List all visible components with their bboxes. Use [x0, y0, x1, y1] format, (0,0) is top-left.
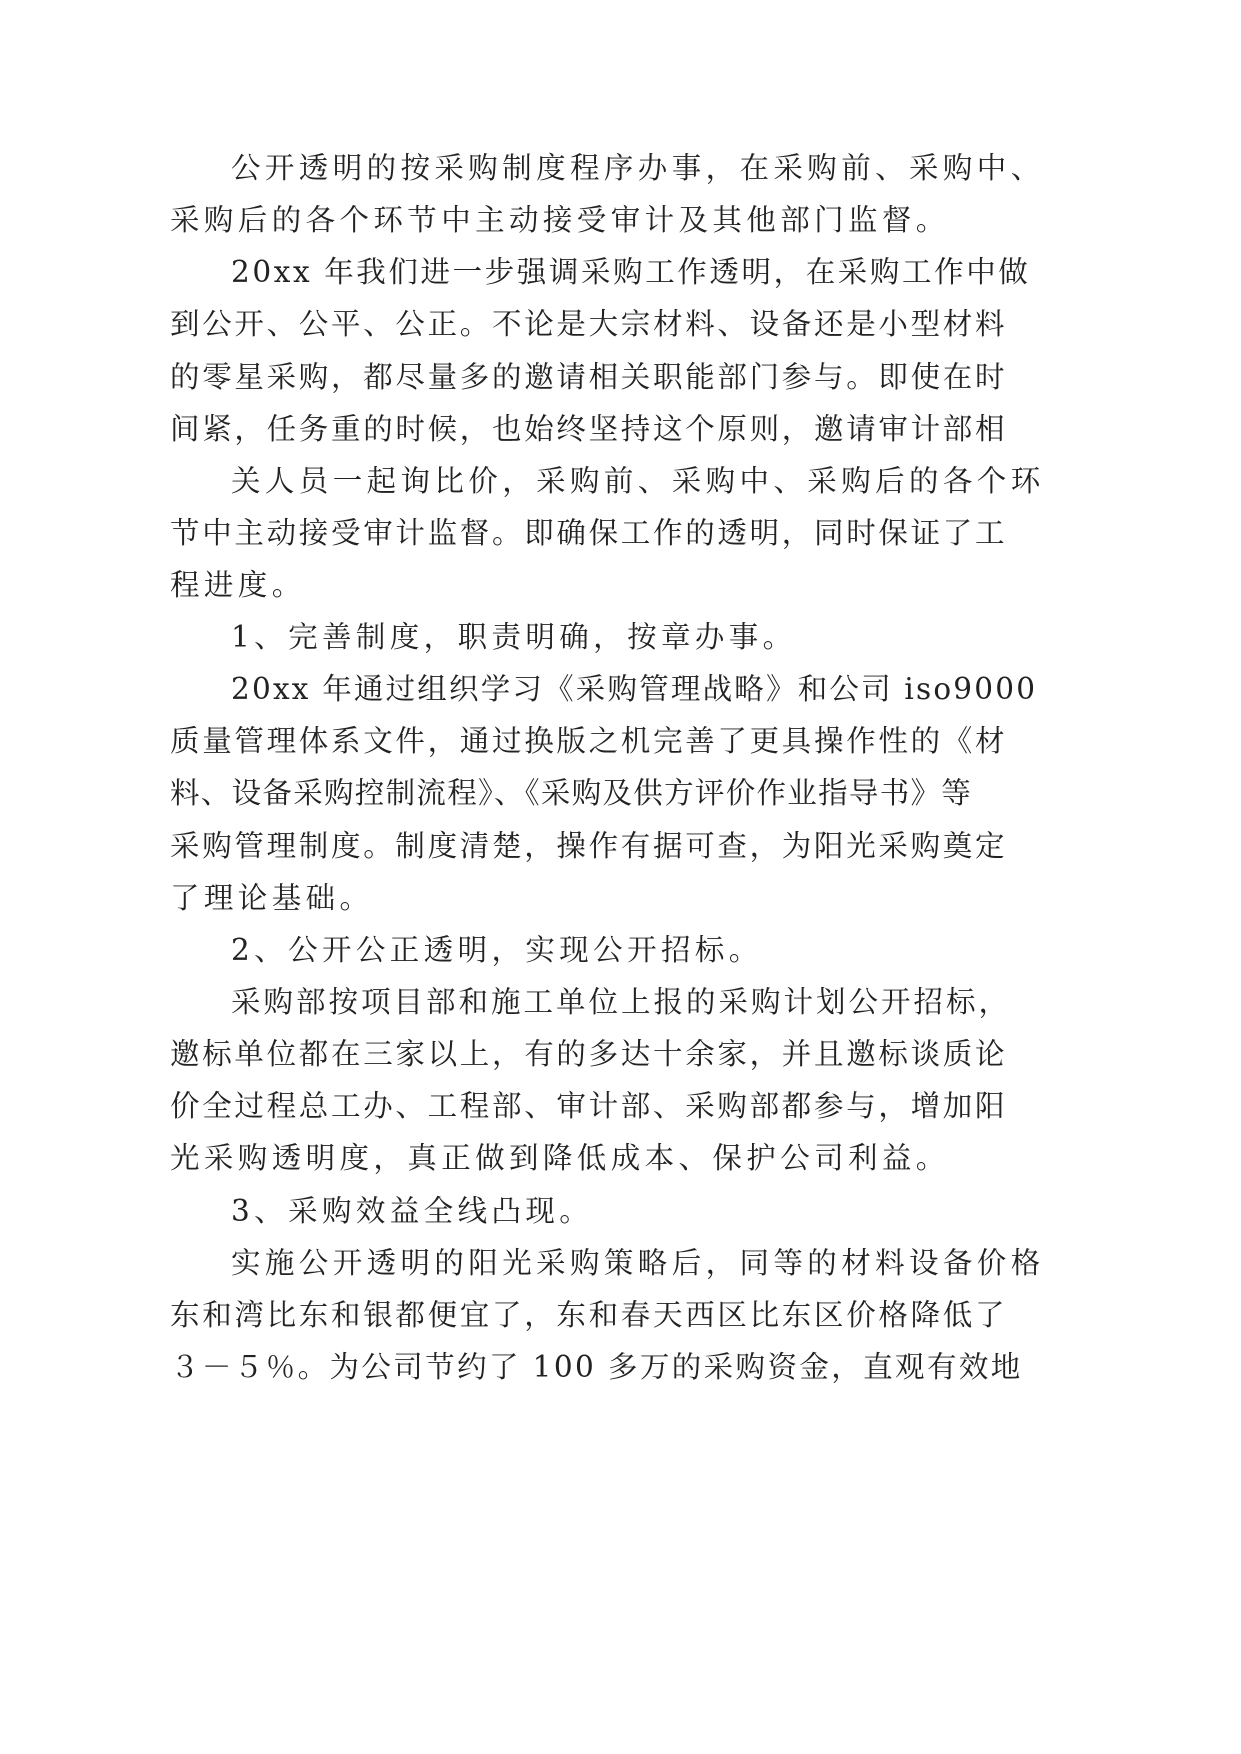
text-line: 3、采购效益全线凸现。 [231, 1194, 594, 1228]
text-line: 2、公开公正透明，实现公开招标。 [231, 933, 763, 967]
text-line: 价全过程总工办、工程部、审计部、采购部都参与，增加阳 [170, 1089, 1008, 1123]
text-line: 20xx 年我们进一步强调采购工作透明，在采购工作中做 [231, 255, 1031, 289]
text-line: 采购部按项目部和施工单位上报的采购计划公开招标， [231, 985, 1012, 1019]
text-line: 节中主动接受审计监督。即确保工作的透明，同时保证了工 [170, 516, 1008, 550]
text-line: 关人员一起询比价，采购前、采购中、采购后的各个环 [231, 464, 1045, 498]
text-line: 质量管理体系文件，通过换版之机完善了更具操作性的《材 [170, 724, 1008, 758]
text-line: 1、完善制度，职责明确，按章办事。 [231, 620, 797, 654]
text-line: 20xx 年通过组织学习《采购管理战略》和公司 iso9000 [231, 672, 1038, 706]
text-line: ３－５％。为公司节约了 100 多万的采购资金，直观有效地 [170, 1350, 1023, 1384]
text-line: 了理论基础。 [170, 881, 374, 915]
text-line: 邀标单位都在三家以上，有的多达十余家，并且邀标谈质论 [170, 1037, 1008, 1071]
text-line: 间紧，任务重的时候，也始终坚持这个原则，邀请审计部相 [170, 412, 1008, 446]
text-line: 实施公开透明的阳光采购策略后，同等的材料设备价格 [231, 1246, 1045, 1280]
text-line: 采购管理制度。制度清楚，操作有据可查，为阳光采购奠定 [170, 829, 1008, 863]
text-line: 程进度。 [170, 568, 306, 602]
text-line: 光采购透明度，真正做到降低成本、保护公司利益。 [170, 1141, 950, 1175]
text-line: 到公开、公平、公正。不论是大宗材料、设备还是小型材料 [170, 307, 1008, 341]
text-line: 公开透明的按采购制度程序办事，在采购前、采购中、 [231, 151, 1045, 185]
text-line: 东和湾比东和银都便宜了，东和春天西区比东区价格降低了 [170, 1298, 1008, 1332]
text-line: 采购后的各个环节中主动接受审计及其他部门监督。 [170, 203, 950, 237]
text-line: 的零星采购，都尽量多的邀请相关职能部门参与。即使在时 [170, 360, 1008, 394]
text-line: 料、设备采购控制流程》、《采购及供方评价作业指导书》等 [170, 776, 973, 810]
